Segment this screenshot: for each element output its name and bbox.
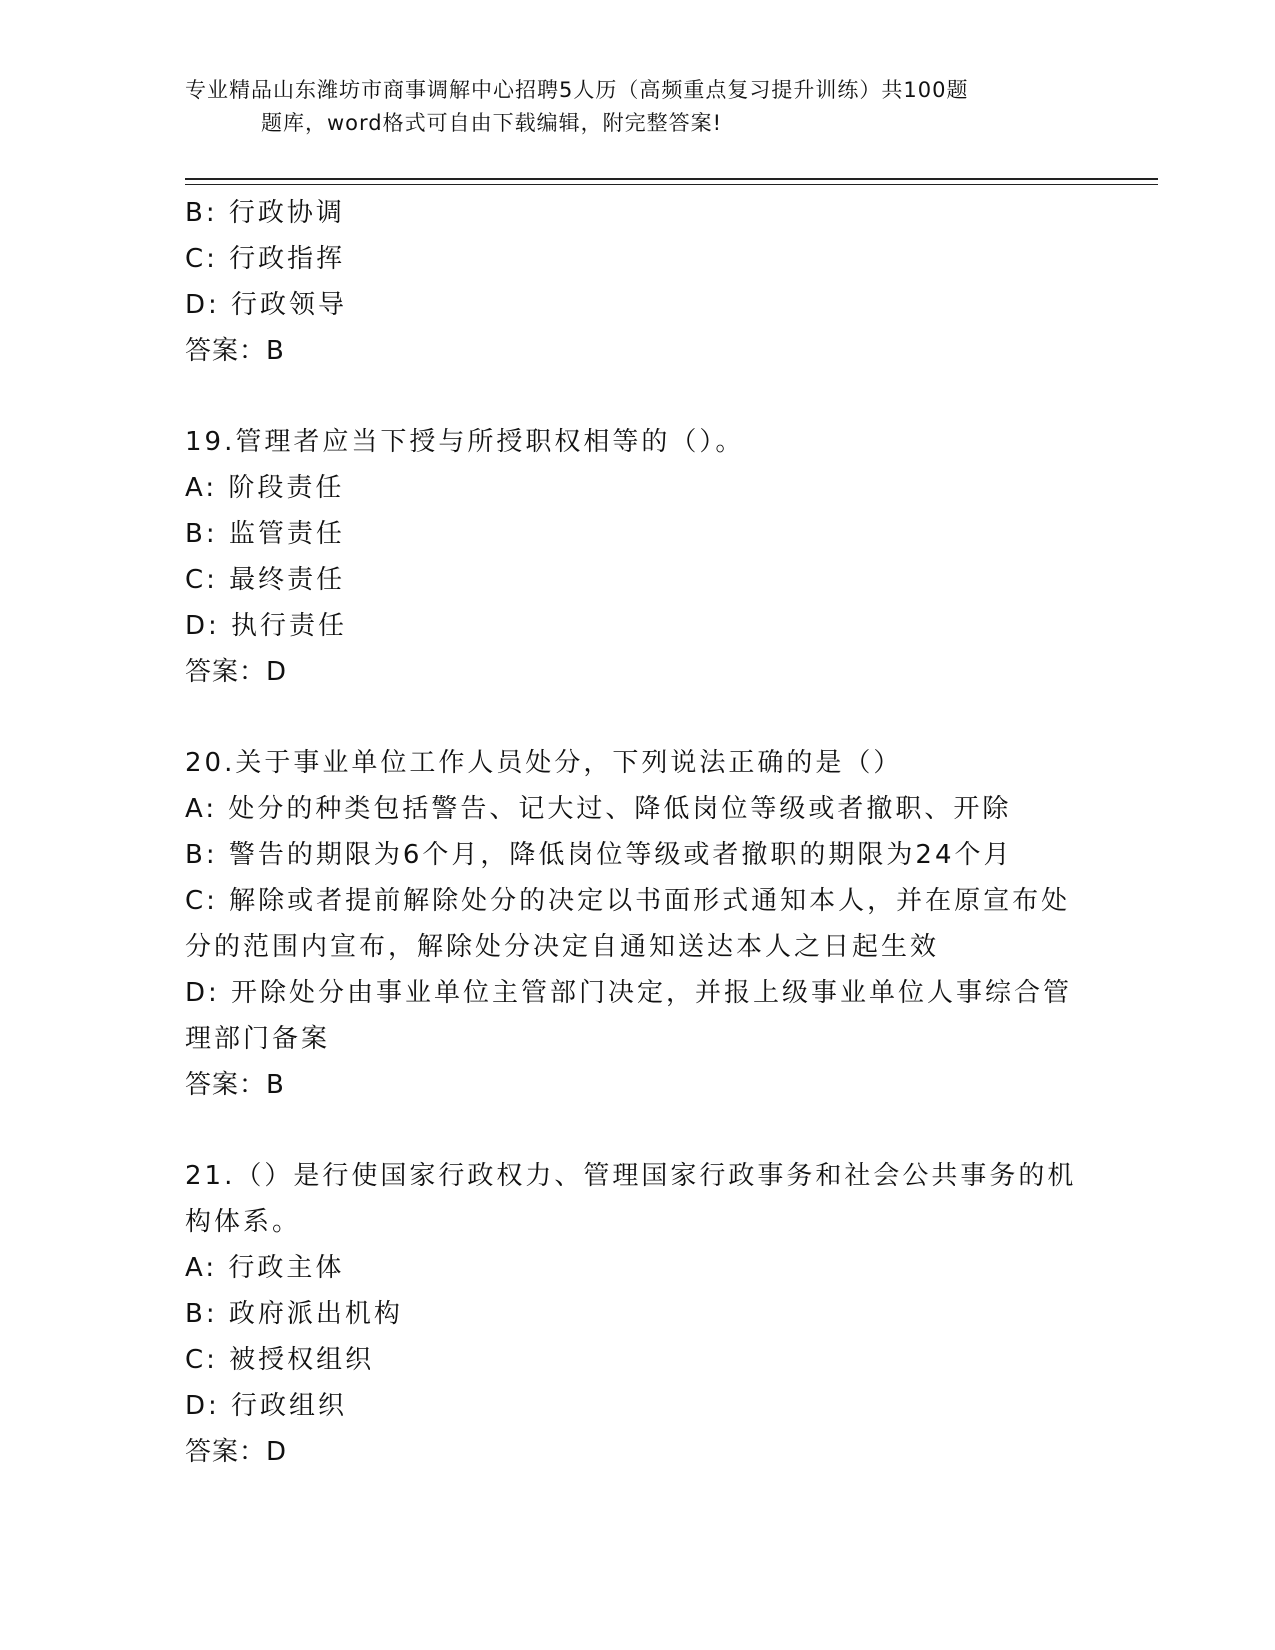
option-c: C: 行政指挥 (185, 244, 346, 274)
spacer (185, 1108, 1085, 1153)
option-a: A: 阶段责任 (185, 473, 345, 503)
spacer (185, 374, 1085, 419)
option-b: B: 行政协调 (185, 198, 345, 228)
option-d-line2: 理部门备案 (185, 1024, 331, 1054)
question-text-line2: 构体系。 (185, 1207, 302, 1237)
question-text: 19.管理者应当下授与所授职权相等的（）。 (185, 427, 745, 457)
answer-line: 答案：D (185, 657, 288, 687)
option-b: B: 监管责任 (185, 519, 345, 549)
answer-line: 答案：B (185, 336, 285, 366)
option-a: A: 行政主体 (185, 1253, 345, 1283)
option-b: B: 警告的期限为6个月，降低岗位等级或者撤职的期限为24个月 (185, 840, 1013, 870)
question-21-block (185, 1153, 1085, 1475)
option-c: C: 最终责任 (185, 565, 346, 595)
header-rule-thick (185, 178, 1158, 180)
option-d: D: 执行责任 (185, 611, 348, 641)
option-d: D: 行政组织 (185, 1391, 348, 1421)
question-text-line1: 21.（）是行使国家行政权力、管理国家行政事务和社会公共事务的机 (185, 1161, 1077, 1191)
question-18-block (185, 190, 1085, 374)
option-c-line2: 分的范围内宣布，解除处分决定自通知送达本人之日起生效 (185, 932, 940, 962)
answer-line: 答案：D (185, 1437, 288, 1467)
question-19-block (185, 419, 1085, 695)
answer-line: 答案：B (185, 1070, 285, 1100)
option-d-line1: D: 开除处分由事业单位主管部门决定，并报上级事业单位人事综合管 (185, 978, 1073, 1008)
header-title-line1: 专业精品山东潍坊市商事调解中心招聘5人历（高频重点复习提升训练）共100题 (185, 78, 969, 102)
option-c: C: 被授权组织 (185, 1345, 375, 1375)
header-rule-thin (185, 184, 1158, 185)
option-b: B: 政府派出机构 (185, 1299, 403, 1329)
document-body (185, 190, 1085, 1475)
header-title-line2: 题库，word格式可自由下载编辑，附完整答案! (261, 111, 723, 135)
option-a: A: 处分的种类包括警告、记大过、降低岗位等级或者撤职、开除 (185, 794, 1012, 824)
question-text: 20.关于事业单位工作人员处分，下列说法正确的是（） (185, 748, 903, 778)
document-header (185, 74, 1085, 140)
spacer (185, 695, 1085, 740)
question-20-block (185, 740, 1085, 1108)
option-d: D: 行政领导 (185, 290, 348, 320)
option-c-line1: C: 解除或者提前解除处分的决定以书面形式通知本人，并在原宣布处 (185, 886, 1071, 916)
